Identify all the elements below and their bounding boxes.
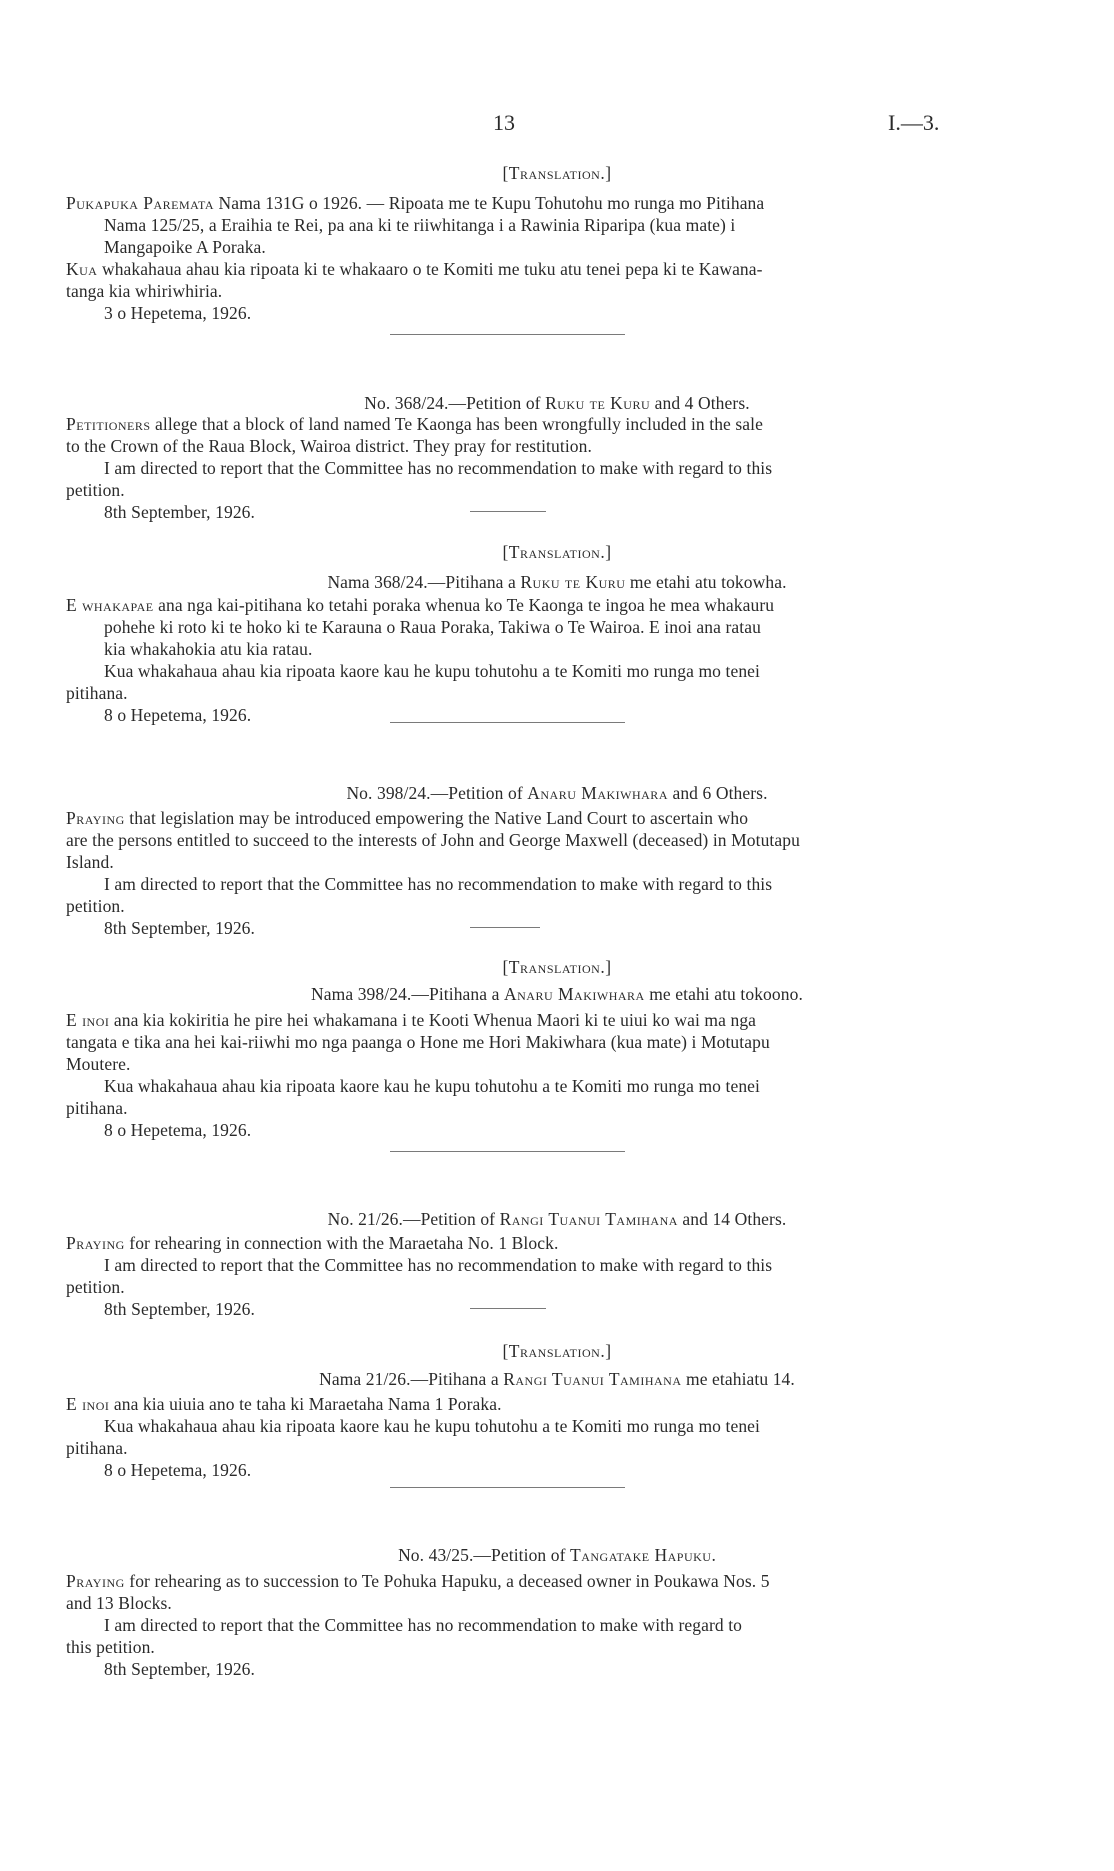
- date-line: 8th September, 1926.: [104, 918, 255, 938]
- paragraph-line: Kua whakahaua ahau kia ripoata ki te whakaaro o te Komiti me tuku atu tenei pepa ki te Kawana-: [66, 259, 763, 279]
- date-line: 8 o Hepetema, 1926.: [104, 1460, 252, 1480]
- date-line: 8th September, 1926.: [104, 1659, 255, 1679]
- translation-title: Nama 368/24.—Pitihana a Ruku te Kuru me etahi atu tokowha.: [327, 572, 787, 592]
- lead-in: Praying: [66, 808, 125, 828]
- date-line: 8th September, 1926.: [104, 502, 255, 522]
- paragraph-line: pitihana.: [66, 1098, 128, 1118]
- paragraph-line: I am directed to report that the Committee has no recommendation to make with regard to this: [104, 874, 773, 894]
- lead-in: E inoi: [66, 1394, 110, 1414]
- paragraph-line: Pukapuka Paremata Nama 131G o 1926. — Ripoata me te Kupu Tohutohu mo runga mo Pitihana: [66, 193, 765, 213]
- paragraph-line: E inoi ana kia uiuia ano te taha ki Maraetaha Nama 1 Poraka.: [66, 1394, 502, 1414]
- short-divider: [470, 511, 546, 512]
- petition-title: No. 398/24.—Petition of Anaru Makiwhara and 6 Others.: [346, 783, 768, 803]
- lead-in: Kua: [66, 259, 98, 279]
- date-line: 3 o Hepetema, 1926.: [104, 303, 252, 323]
- paragraph-line: Praying for rehearing in connection with the Maraetaha No. 1 Block.: [66, 1233, 559, 1253]
- date-line: 8th September, 1926.: [104, 1299, 255, 1319]
- paragraph-line: Mangapoike A Poraka.: [104, 237, 266, 257]
- lead-in: Praying: [66, 1571, 125, 1591]
- paragraph-line: Nama 125/25, a Eraihia te Rei, pa ana ki te riiwhitanga i a Rawinia Riparipa (kua mate) i: [104, 215, 736, 235]
- translation-title: Nama 21/26.—Pitihana a Rangi Tuanui Tamihana me etahiatu 14.: [319, 1369, 795, 1389]
- paragraph-line: are the persons entitled to succeed to the interests of John and George Maxwell (deceased) in Motutapu: [66, 830, 800, 850]
- paragraph-line: I am directed to report that the Committee has no recommendation to make with regard to this: [104, 458, 773, 478]
- petition-title: No. 43/25.—Petition of Tangatake Hapuku.: [398, 1545, 716, 1565]
- section-divider: [390, 1151, 625, 1152]
- paragraph-line: to the Crown of the Raua Block, Wairoa district. They pray for restitution.: [66, 436, 592, 456]
- paragraph-line: pitihana.: [66, 1438, 128, 1458]
- paragraph-line: pitihana.: [66, 683, 128, 703]
- paragraph-line: E whakapae ana nga kai-pitihana ko tetahi poraka whenua ko Te Kaonga te ingoa he mea whakauru: [66, 595, 775, 615]
- paragraph-line: Kua whakahaua ahau kia ripoata kaore kau he kupu tohutohu a te Komiti mo runga mo tenei: [104, 661, 760, 681]
- lead-in: Petitioners: [66, 414, 151, 434]
- paragraph-line: I am directed to report that the Committee has no recommendation to make with regard to: [104, 1615, 743, 1635]
- paragraph-line: kia whakahokia atu kia ratau.: [104, 639, 313, 659]
- lead-in: E inoi: [66, 1010, 110, 1030]
- paragraph-line: and 13 Blocks.: [66, 1593, 172, 1613]
- petition-title: No. 368/24.—Petition of Ruku te Kuru and 4 Others.: [364, 393, 750, 413]
- section-divider: [390, 334, 625, 335]
- date-line: 8 o Hepetema, 1926.: [104, 705, 252, 725]
- paragraph-line: Praying for rehearing as to succession to Te Pohuka Hapuku, a deceased owner in Poukawa Nos. 5: [66, 1571, 770, 1591]
- translation-header: [Translation.]: [502, 163, 612, 183]
- lead-in: Praying: [66, 1233, 125, 1253]
- paragraph-line: this petition.: [66, 1637, 155, 1657]
- paragraph-line: tanga kia whiriwhiria.: [66, 281, 223, 301]
- paragraph-line: tangata e tika ana hei kai-riiwhi mo nga paanga o Hone me Hori Makiwhara (kua mate) i Motutapu: [66, 1032, 770, 1052]
- lead-in: E whakapae: [66, 595, 154, 615]
- paragraph-line: Praying that legislation may be introduced empowering the Native Land Court to ascertain who: [66, 808, 749, 828]
- paragraph-line: pohehe ki roto ki te hoko ki te Karauna o Raua Poraka, Takiwa o Te Wairoa. E inoi ana ratau: [104, 617, 761, 637]
- date-line: 8 o Hepetema, 1926.: [104, 1120, 252, 1140]
- section-divider: [390, 722, 625, 723]
- short-divider: [470, 927, 540, 928]
- paragraph-line: Petitioners allege that a block of land named Te Kaonga has been wrongfully included in the sale: [66, 414, 764, 434]
- page-number: 13: [493, 110, 515, 135]
- paragraph-line: Moutere.: [66, 1054, 131, 1074]
- paragraph-line: Kua whakahaua ahau kia ripoata kaore kau he kupu tohutohu a te Komiti mo runga mo tenei: [104, 1416, 760, 1436]
- lead-in: Pukapuka Paremata: [66, 193, 215, 213]
- paragraph-line: E inoi ana kia kokiritia he pire hei whakamana i te Kooti Whenua Maori ki te uiui ko wai ma nga: [66, 1010, 757, 1030]
- paragraph-line: petition.: [66, 896, 125, 916]
- paragraph-line: petition.: [66, 1277, 125, 1297]
- section-divider: [390, 1487, 625, 1488]
- document-reference: I.—3.: [888, 110, 940, 135]
- short-divider: [470, 1308, 546, 1309]
- translation-header: [Translation.]: [502, 957, 612, 977]
- petition-title: No. 21/26.—Petition of Rangi Tuanui Tamihana and 14 Others.: [327, 1209, 787, 1229]
- translation-header: [Translation.]: [502, 1341, 612, 1361]
- paragraph-line: Kua whakahaua ahau kia ripoata kaore kau he kupu tohutohu a te Komiti mo runga mo tenei: [104, 1076, 760, 1096]
- translation-title: Nama 398/24.—Pitihana a Anaru Makiwhara me etahi atu tokoono.: [311, 984, 803, 1004]
- paragraph-line: petition.: [66, 480, 125, 500]
- paragraph-line: Island.: [66, 852, 114, 872]
- paragraph-line: I am directed to report that the Committee has no recommendation to make with regard to this: [104, 1255, 773, 1275]
- translation-header: [Translation.]: [502, 542, 612, 562]
